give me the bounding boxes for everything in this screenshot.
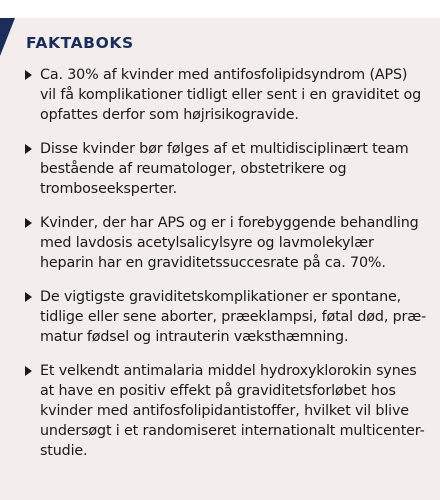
fact-text-line: Disse kvinder bør følges af et multidisciplinært team	[40, 141, 409, 157]
fact-text-line: at have en positiv effekt på graviditetsforløbet hos	[40, 383, 396, 399]
triangle-bullet-icon	[25, 218, 32, 228]
fact-text-line: med lavdosis acetylsalicylsyre og lavmolekylær	[40, 235, 374, 251]
accent-corner-icon	[0, 18, 15, 56]
fact-item-hydroxychloroquine	[0, 361, 440, 461]
fact-text-line: Kvinder, der har APS og er i forebyggende behandling	[40, 215, 419, 231]
fact-text-line: tidlige eller sene aborter, præeklampsi, føtal død, præ-	[40, 309, 427, 325]
triangle-bullet-icon	[25, 292, 32, 302]
fact-text-line: Et velkendt antimalaria middel hydroxyklorokin synes	[40, 363, 417, 379]
fact-item-success-rate	[0, 213, 440, 273]
fact-text-line: kvinder med antifosfolipidantistoffer, hvilket vil blive	[40, 403, 409, 419]
triangle-bullet-icon	[25, 144, 32, 154]
triangle-bullet-icon	[25, 366, 32, 376]
fact-text-line: vil få komplikationer tidligt eller sent i en graviditet og	[40, 87, 422, 103]
fact-item-multidisciplinary-team	[0, 139, 440, 199]
fact-text-line: opfattes derfor som højrisikogravide.	[40, 107, 299, 123]
triangle-bullet-icon	[25, 70, 32, 80]
fact-item-aps-complications	[0, 65, 440, 125]
fact-list	[0, 65, 440, 475]
fact-text-line: tromboseeksperter.	[40, 181, 177, 197]
fact-text-line: Ca. 30% af kvinder med antifosfolipidsyndrom (APS)	[40, 67, 408, 83]
fact-item-pregnancy-complications	[0, 287, 440, 347]
fact-text-line: studie.	[40, 443, 88, 459]
top-white-strip	[0, 0, 440, 18]
fact-text-line: undersøgt i et randomiseret internationalt multicenter-	[40, 423, 425, 439]
box-title: FAKTABOKS	[26, 34, 134, 52]
fact-text-line: heparin har en graviditetssuccesrate på ca. 70%.	[40, 255, 386, 271]
fact-text-line: De vigtigste graviditetskomplikationer er spontane,	[40, 289, 402, 305]
fact-text-line: bestående af reumatologer, obstetrikere og	[40, 161, 347, 177]
fact-text-line: matur fødsel og intrauterin væksthæmning.	[40, 329, 349, 345]
